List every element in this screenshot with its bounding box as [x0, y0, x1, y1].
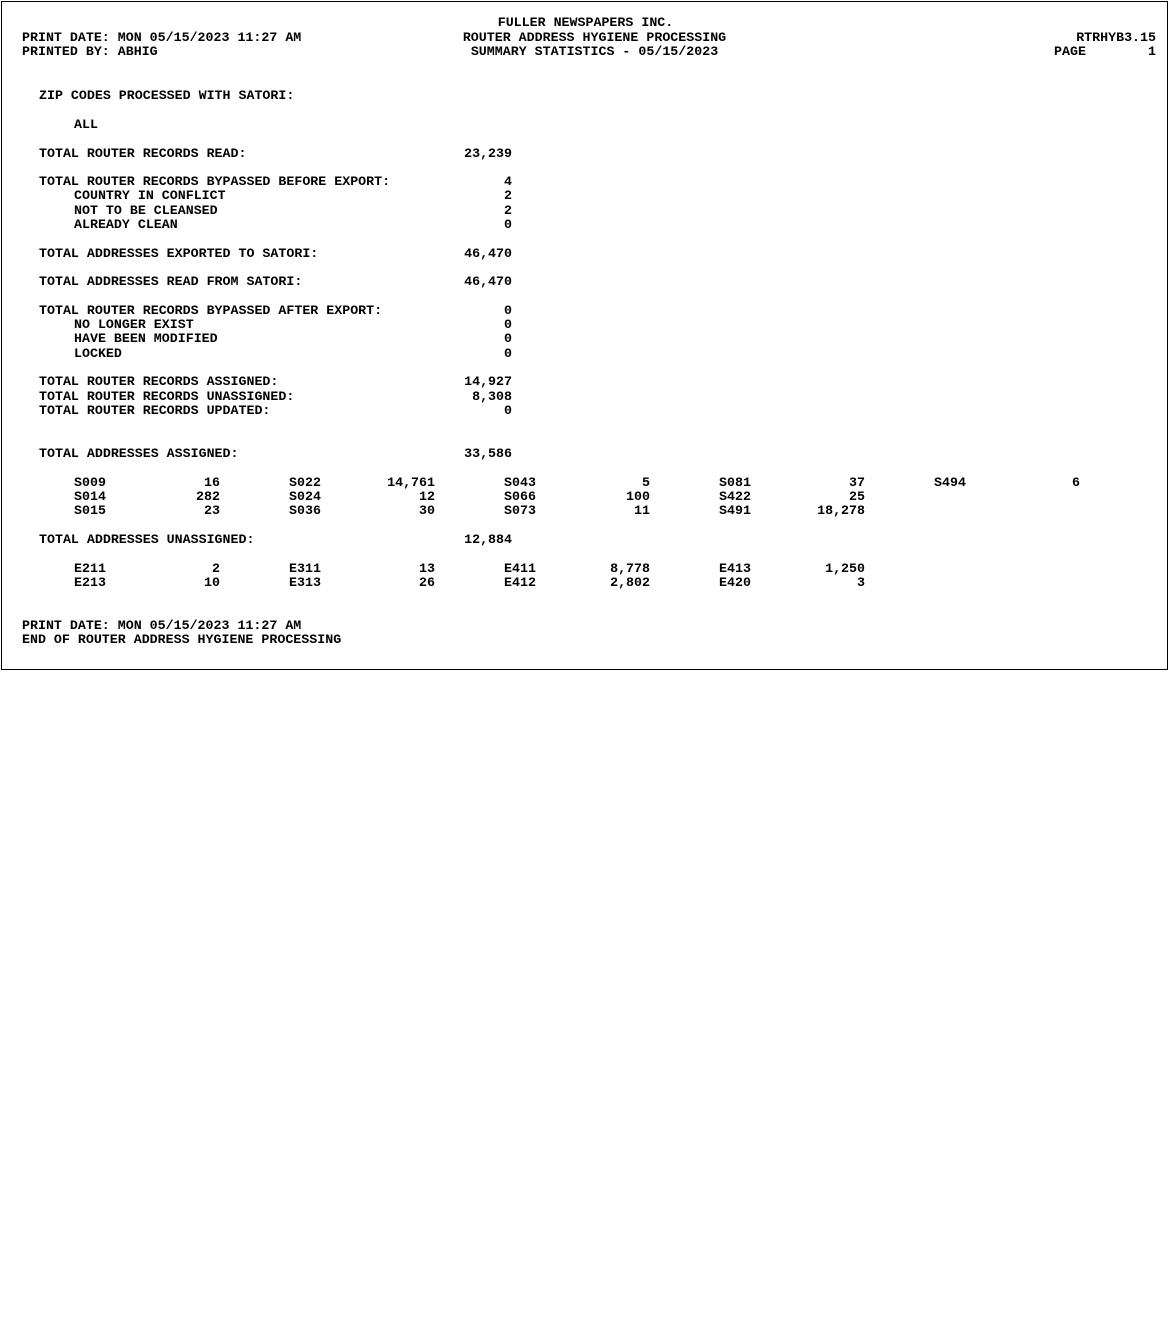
code-count: 8,778 [610, 561, 650, 576]
company-name: FULLER NEWSPAPERS INC. [497, 15, 674, 30]
printed-by: PRINTED BY: ABHIG [22, 44, 158, 59]
code-label: S043 [504, 475, 536, 490]
country-conflict-value: 2 [504, 188, 512, 203]
bypassed-before-label: TOTAL ROUTER RECORDS BYPASSED BEFORE EXPORT: [39, 174, 391, 189]
report-page [1, 1, 1168, 670]
bypassed-before-value: 4 [504, 174, 512, 189]
code-count: 1,250 [825, 561, 865, 576]
code-label: E213 [74, 575, 106, 590]
page-number: 1 [1148, 44, 1156, 59]
records-unassigned-label: TOTAL ROUTER RECORDS UNASSIGNED: [39, 389, 295, 404]
exported-value: 46,470 [464, 246, 512, 261]
code-label: S494 [934, 475, 966, 490]
report-title: ROUTER ADDRESS HYGIENE PROCESSING [462, 30, 727, 45]
bypassed-after-label: TOTAL ROUTER RECORDS BYPASSED AFTER EXPORT: [39, 303, 383, 318]
zip-codes-value: ALL [74, 117, 98, 132]
code-label: E420 [719, 575, 751, 590]
code-count: 100 [626, 489, 650, 504]
code-count: 11 [634, 503, 650, 518]
code-label: S022 [289, 475, 321, 490]
code-label: S015 [74, 503, 106, 518]
footer-print-date: PRINT DATE: MON 05/15/2023 11:27 AM [22, 618, 302, 633]
code-count: 16 [204, 475, 220, 490]
addresses-assigned-value: 33,586 [464, 446, 512, 461]
read-from-value: 46,470 [464, 274, 512, 289]
zip-codes-label: ZIP CODES PROCESSED WITH SATORI: [39, 88, 295, 103]
addresses-assigned-label: TOTAL ADDRESSES ASSIGNED: [39, 446, 239, 461]
code-count: 37 [849, 475, 865, 490]
not-cleansed-label: NOT TO BE CLEANSED [74, 203, 218, 218]
code-label: S009 [74, 475, 106, 490]
code-count: 25 [849, 489, 865, 504]
records-read-value: 23,239 [464, 146, 512, 161]
records-updated-label: TOTAL ROUTER RECORDS UPDATED: [39, 403, 271, 418]
code-label: S014 [74, 489, 106, 504]
code-label: E211 [74, 561, 106, 576]
code-label: S036 [289, 503, 321, 518]
read-from-label: TOTAL ADDRESSES READ FROM SATORI: [39, 274, 303, 289]
modified-value: 0 [504, 331, 512, 346]
addresses-unassigned-label: TOTAL ADDRESSES UNASSIGNED: [39, 532, 255, 547]
bypassed-after-value: 0 [504, 303, 512, 318]
code-count: 3 [857, 575, 865, 590]
code-label: E411 [504, 561, 536, 576]
code-count: 23 [204, 503, 220, 518]
code-label: E412 [504, 575, 536, 590]
code-count: 12 [419, 489, 435, 504]
page-label: PAGE [1054, 44, 1086, 59]
report-subtitle: SUMMARY STATISTICS - 05/15/2023 [470, 44, 719, 59]
code-label: S024 [289, 489, 321, 504]
already-clean-label: ALREADY CLEAN [74, 217, 178, 232]
code-label: S491 [719, 503, 751, 518]
records-assigned-label: TOTAL ROUTER RECORDS ASSIGNED: [39, 374, 279, 389]
code-count: 10 [204, 575, 220, 590]
country-conflict-label: COUNTRY IN CONFLICT [74, 188, 226, 203]
locked-value: 0 [504, 346, 512, 361]
code-count: 14,761 [387, 475, 435, 490]
code-count: 5 [642, 475, 650, 490]
print-date: PRINT DATE: MON 05/15/2023 11:27 AM [22, 30, 302, 45]
exported-label: TOTAL ADDRESSES EXPORTED TO SATORI: [39, 246, 319, 261]
no-longer-exist-value: 0 [504, 317, 512, 332]
code-count: 6 [1072, 475, 1080, 490]
records-assigned-value: 14,927 [464, 374, 512, 389]
code-label: E311 [289, 561, 321, 576]
modified-label: HAVE BEEN MODIFIED [74, 331, 218, 346]
code-label: S066 [504, 489, 536, 504]
code-label: E313 [289, 575, 321, 590]
code-label: S081 [719, 475, 751, 490]
not-cleansed-value: 2 [504, 203, 512, 218]
already-clean-value: 0 [504, 217, 512, 232]
locked-label: LOCKED [74, 346, 122, 361]
footer-end-message: END OF ROUTER ADDRESS HYGIENE PROCESSING [22, 632, 342, 647]
program-id: RTRHYB3.15 [1076, 30, 1156, 45]
code-count: 18,278 [817, 503, 865, 518]
records-updated-value: 0 [504, 403, 512, 418]
code-label: E413 [719, 561, 751, 576]
addresses-unassigned-value: 12,884 [464, 532, 512, 547]
code-count: 282 [196, 489, 220, 504]
code-count: 2 [212, 561, 220, 576]
code-count: 26 [419, 575, 435, 590]
code-label: S073 [504, 503, 536, 518]
records-unassigned-value: 8,308 [472, 389, 512, 404]
code-count: 2,802 [610, 575, 650, 590]
code-count: 30 [419, 503, 435, 518]
records-read-label: TOTAL ROUTER RECORDS READ: [39, 146, 247, 161]
code-label: S422 [719, 489, 751, 504]
no-longer-exist-label: NO LONGER EXIST [74, 317, 194, 332]
code-count: 13 [419, 561, 435, 576]
